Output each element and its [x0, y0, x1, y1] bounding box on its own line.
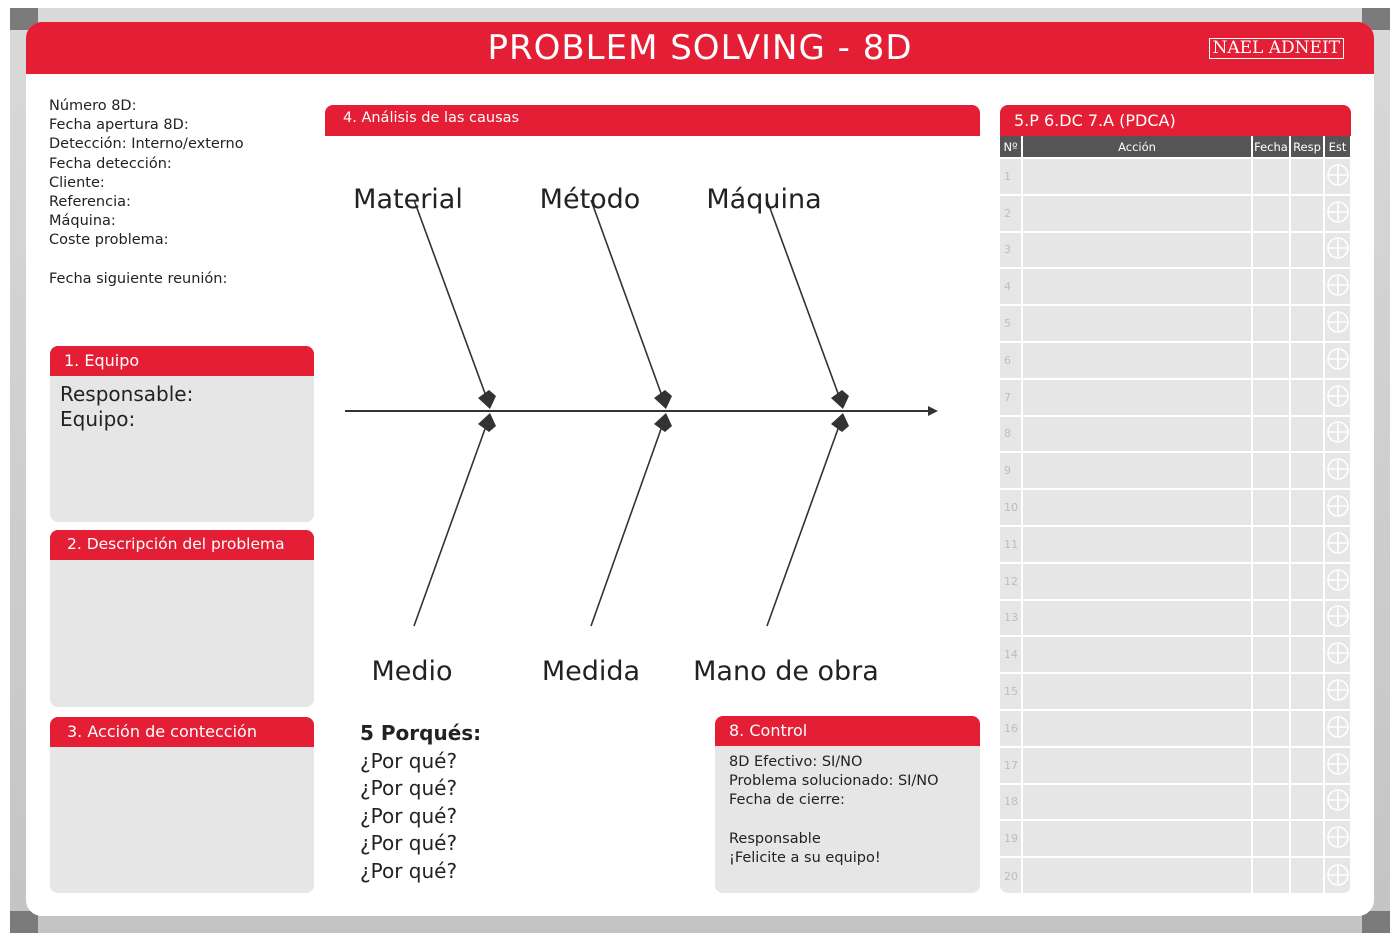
status-cell[interactable] [1324, 600, 1351, 637]
equipo-panel [50, 346, 314, 522]
pdca-status-circle-icon [1327, 569, 1349, 591]
resp-cell[interactable] [1290, 710, 1324, 747]
bone-maquina [767, 200, 843, 407]
table-row [1000, 158, 1351, 195]
cause-medio: Medio [371, 656, 453, 687]
status-cell[interactable] [1324, 158, 1351, 195]
table-row [1000, 489, 1351, 526]
pdca-status-circle-icon [1327, 311, 1349, 333]
accion-cell[interactable] [1022, 452, 1252, 489]
table-row [1000, 563, 1351, 600]
row-number: 14 [1000, 636, 1022, 673]
bone-mano-de-obra [767, 415, 843, 626]
resp-cell[interactable] [1290, 526, 1324, 563]
status-cell[interactable] [1324, 673, 1351, 710]
accion-cell[interactable] [1022, 710, 1252, 747]
table-row [1000, 710, 1351, 747]
row-number: 7 [1000, 379, 1022, 416]
table-row [1000, 526, 1351, 563]
table-row [1000, 379, 1351, 416]
row-number: 10 [1000, 489, 1022, 526]
col-header-est: Est [1324, 136, 1351, 158]
row-number: 3 [1000, 232, 1022, 269]
table-row [1000, 305, 1351, 342]
row-number: 2 [1000, 195, 1022, 232]
resp-cell[interactable] [1290, 747, 1324, 784]
status-cell[interactable] [1324, 232, 1351, 269]
pdca-status-circle-icon [1327, 789, 1349, 811]
table-row [1000, 747, 1351, 784]
fecha-cell[interactable] [1252, 857, 1290, 893]
col-header-resp: Resp [1290, 136, 1324, 158]
porque-item: ¿Por qué? [360, 748, 458, 773]
pdca-status-circle-icon [1327, 679, 1349, 701]
table-row [1000, 673, 1351, 710]
accion-cell[interactable] [1022, 489, 1252, 526]
info-field: Detección: Interno/externo [49, 136, 244, 153]
pdca-status-circle-icon [1327, 826, 1349, 848]
fecha-cell[interactable] [1252, 268, 1290, 305]
pdca-status-circle-icon [1327, 458, 1349, 480]
status-cell[interactable] [1324, 305, 1351, 342]
table-row [1000, 195, 1351, 232]
control-line: Responsable [729, 830, 821, 847]
bone-metodo [591, 200, 666, 407]
fishbone-diagram [326, 152, 986, 712]
accion-cell[interactable] [1022, 305, 1252, 342]
fecha-cell[interactable] [1252, 452, 1290, 489]
resp-cell[interactable] [1290, 268, 1324, 305]
row-number: 1 [1000, 158, 1022, 195]
accion-cell[interactable] [1022, 563, 1252, 600]
row-number: 5 [1000, 305, 1022, 342]
resp-cell[interactable] [1290, 489, 1324, 526]
control-line: 8D Efectivo: SI/NO [729, 754, 863, 770]
cause-mano-de-obra: Mano de obra [693, 656, 879, 687]
info-field: Fecha apertura 8D: [49, 117, 189, 134]
resp-cell[interactable] [1290, 416, 1324, 453]
fecha-cell[interactable] [1252, 158, 1290, 195]
equipo-members: Equipo: [60, 407, 136, 431]
pdca-header-row [1000, 136, 1351, 158]
fecha-cell[interactable] [1252, 710, 1290, 747]
fecha-cell[interactable] [1252, 305, 1290, 342]
next-meeting-field: Fecha siguiente reunión: [49, 270, 228, 287]
pdca-status-circle-icon [1327, 532, 1349, 554]
cause-material: Material [353, 184, 463, 215]
page-title: PROBLEM SOLVING - 8D [487, 28, 913, 68]
control-title: 8. Control [715, 716, 980, 746]
pdca-status-circle-icon [1327, 605, 1349, 627]
fecha-cell[interactable] [1252, 342, 1290, 379]
table-row [1000, 857, 1351, 893]
table-row [1000, 784, 1351, 821]
status-cell[interactable] [1324, 416, 1351, 453]
row-number: 13 [1000, 600, 1022, 637]
row-number: 6 [1000, 342, 1022, 379]
control-line: Problema solucionado: SI/NO [729, 773, 939, 790]
col-header-fecha: Fecha [1252, 136, 1290, 158]
resp-cell[interactable] [1290, 452, 1324, 489]
fecha-cell[interactable] [1252, 820, 1290, 857]
fecha-cell[interactable] [1252, 195, 1290, 232]
pdca-status-circle-icon [1327, 348, 1349, 370]
control-panel [715, 716, 980, 893]
pdca-rows [1000, 158, 1351, 893]
bone-medida [591, 415, 666, 626]
info-field: Fecha detección: [49, 155, 172, 172]
accion-cell[interactable] [1022, 158, 1252, 195]
fecha-cell[interactable] [1252, 416, 1290, 453]
pdca-status-circle-icon [1327, 274, 1349, 296]
porques-section [360, 720, 481, 885]
fecha-cell[interactable] [1252, 489, 1290, 526]
info-field: Referencia: [49, 194, 131, 211]
accion-cell[interactable] [1022, 416, 1252, 453]
accion-cell[interactable] [1022, 379, 1252, 416]
info-field: Máquina: [49, 213, 116, 230]
resp-cell[interactable] [1290, 195, 1324, 232]
porque-item: ¿Por qué? [360, 831, 458, 855]
descripcion-title: 2. Descripción del problema [50, 530, 314, 560]
table-row [1000, 820, 1351, 857]
col-header-accion: Acción [1022, 136, 1252, 158]
table-row [1000, 416, 1351, 453]
fecha-cell[interactable] [1252, 747, 1290, 784]
whiteboard [26, 22, 1374, 916]
resp-cell[interactable] [1290, 379, 1324, 416]
bone-medio [414, 415, 490, 626]
pdca-status-circle-icon [1327, 385, 1349, 407]
resp-cell[interactable] [1290, 636, 1324, 673]
info-fields [49, 97, 244, 289]
status-cell[interactable] [1324, 195, 1351, 232]
pdca-status-circle-icon [1327, 201, 1349, 223]
frame-corner-bottom-right [1362, 911, 1390, 933]
table-row [1000, 232, 1351, 269]
porques-title: 5 Porqués: [360, 721, 482, 745]
row-number: 9 [1000, 452, 1022, 489]
status-cell[interactable] [1324, 563, 1351, 600]
table-row [1000, 268, 1351, 305]
accion-cell[interactable] [1022, 857, 1252, 893]
pdca-title: 5.P 6.DC 7.A (PDCA) [1000, 105, 1351, 136]
row-number: 15 [1000, 673, 1022, 710]
row-number: 19 [1000, 820, 1022, 857]
accion-cell[interactable] [1022, 268, 1252, 305]
accion-cell[interactable] [1022, 820, 1252, 857]
status-cell[interactable] [1324, 452, 1351, 489]
pdca-status-circle-icon [1327, 642, 1349, 664]
control-line: ¡Felicite a su equipo! [729, 849, 881, 866]
porque-item: ¿Por qué? [360, 803, 458, 828]
table-row [1000, 342, 1351, 379]
resp-cell[interactable] [1290, 857, 1324, 893]
resp-cell[interactable] [1290, 600, 1324, 637]
status-cell[interactable] [1324, 710, 1351, 747]
porque-item: ¿Por qué? [360, 776, 458, 800]
status-cell[interactable] [1324, 268, 1351, 305]
row-number: 4 [1000, 268, 1022, 305]
table-row [1000, 452, 1351, 489]
equipo-title: 1. Equipo [50, 346, 314, 376]
row-number: 8 [1000, 416, 1022, 453]
pdca-status-circle-icon [1327, 421, 1349, 443]
analisis-title: 4. Análisis de las causas [343, 110, 520, 126]
porque-item: ¿Por qué? [360, 858, 458, 883]
pdca-status-circle-icon [1327, 864, 1349, 886]
header-bar [26, 22, 1374, 74]
pdca-table [1000, 136, 1351, 893]
fecha-cell[interactable] [1252, 232, 1290, 269]
row-number: 20 [1000, 857, 1022, 893]
control-line: Fecha de cierre: [729, 792, 845, 809]
cause-medida: Medida [541, 656, 641, 687]
resp-cell[interactable] [1290, 784, 1324, 821]
fecha-cell[interactable] [1252, 526, 1290, 563]
pdca-status-circle-icon [1327, 753, 1349, 775]
status-cell[interactable] [1324, 342, 1351, 379]
frame-corner-bottom-left [10, 911, 38, 933]
status-cell[interactable] [1324, 747, 1351, 784]
row-number: 17 [1000, 747, 1022, 784]
row-number: 12 [1000, 563, 1022, 600]
accion-cell[interactable] [1022, 600, 1252, 637]
resp-cell[interactable] [1290, 563, 1324, 600]
accion-cell[interactable] [1022, 636, 1252, 673]
pdca-status-circle-icon [1327, 237, 1349, 259]
status-cell[interactable] [1324, 784, 1351, 821]
fecha-cell[interactable] [1252, 673, 1290, 710]
resp-cell[interactable] [1290, 305, 1324, 342]
bone-material [414, 200, 490, 407]
pdca-status-circle-icon [1327, 164, 1349, 186]
row-number: 18 [1000, 784, 1022, 821]
info-field: Número 8D: [49, 98, 137, 114]
cause-maquina: Máquina [706, 184, 822, 215]
brand-logo: NAEL ADNEIT [1209, 38, 1345, 59]
accion-title: 3. Acción de contección [50, 717, 314, 747]
col-header-num: Nº [1000, 136, 1022, 158]
accion-cell[interactable] [1022, 526, 1252, 563]
descripcion-panel [50, 530, 314, 707]
accion-cell[interactable] [1022, 232, 1252, 269]
fecha-cell[interactable] [1252, 784, 1290, 821]
table-row [1000, 636, 1351, 673]
resp-cell[interactable] [1290, 673, 1324, 710]
status-cell[interactable] [1324, 820, 1351, 857]
accion-panel [50, 717, 314, 893]
accion-cell[interactable] [1022, 784, 1252, 821]
status-cell[interactable] [1324, 636, 1351, 673]
resp-cell[interactable] [1290, 232, 1324, 269]
info-field: Coste problema: [49, 232, 169, 249]
accion-cell[interactable] [1022, 747, 1252, 784]
fecha-cell[interactable] [1252, 563, 1290, 600]
status-cell[interactable] [1324, 489, 1351, 526]
accion-cell[interactable] [1022, 673, 1252, 710]
pdca-panel [1000, 105, 1351, 893]
fecha-cell[interactable] [1252, 600, 1290, 637]
accion-cell[interactable] [1022, 342, 1252, 379]
fecha-cell[interactable] [1252, 636, 1290, 673]
resp-cell[interactable] [1290, 158, 1324, 195]
cause-metodo: Método [539, 184, 641, 215]
equipo-responsable: Responsable: [60, 382, 194, 406]
row-number: 11 [1000, 526, 1022, 563]
status-cell[interactable] [1324, 857, 1351, 893]
resp-cell[interactable] [1290, 342, 1324, 379]
table-row [1000, 600, 1351, 637]
pdca-status-circle-icon [1327, 716, 1349, 738]
info-field: Cliente: [49, 174, 105, 191]
analisis-title-bar [325, 105, 980, 136]
resp-cell[interactable] [1290, 820, 1324, 857]
row-number: 16 [1000, 710, 1022, 747]
status-cell[interactable] [1324, 379, 1351, 416]
status-cell[interactable] [1324, 526, 1351, 563]
pdca-status-circle-icon [1327, 495, 1349, 517]
accion-cell[interactable] [1022, 195, 1252, 232]
fecha-cell[interactable] [1252, 379, 1290, 416]
